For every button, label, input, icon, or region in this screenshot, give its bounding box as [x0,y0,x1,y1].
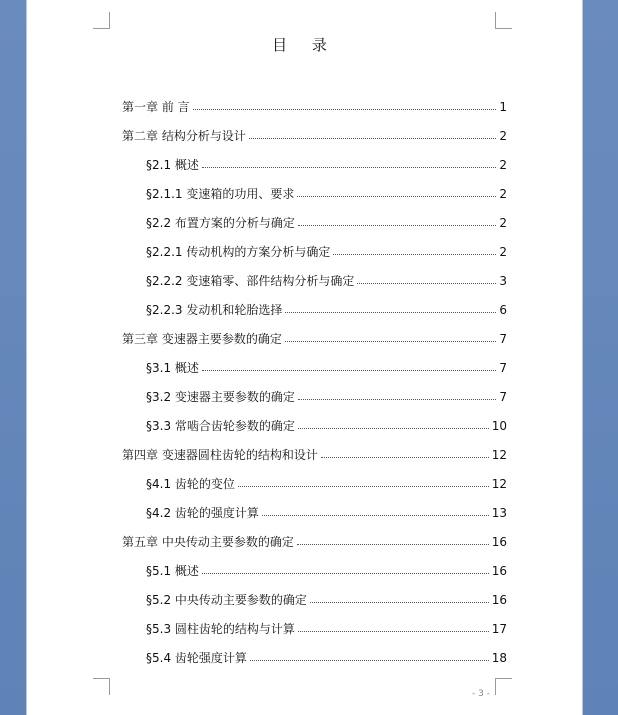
toc-entry-text: §4.2 齿轮的强度计算 [146,506,259,520]
toc-entry-text: §5.4 齿轮强度计算 [146,651,247,665]
toc-entry-text: 第三章 变速器主要参数的确定 [122,332,282,346]
margin-corner-bottom-right [495,678,512,695]
toc-entry[interactable] [122,353,507,382]
toc-entry-text: §2.2.2 变速箱零、部件结构分析与确定 [146,274,355,288]
toc-entry-page: 12 [491,476,507,491]
toc-entry-page: 6 [499,302,507,317]
margin-corner-bottom-left [93,678,110,695]
toc-entry-text: §4.1 齿轮的变位 [146,477,235,491]
toc-entry-page: 3 [499,273,507,288]
toc-entry-text: 第一章 前 言 [122,100,190,114]
toc-entry-text: §2.1 概述 [146,158,199,172]
toc-entry[interactable] [122,382,507,411]
toc-entry[interactable] [122,92,507,121]
toc-title: 目 录 [272,36,337,54]
toc-leader-dots [310,602,489,603]
toc-entry-text: §5.1 概述 [146,564,199,578]
toc-leader-dots [238,486,489,487]
toc-leader-dots [297,544,489,545]
toc-entry-text: §3.2 变速器主要参数的确定 [146,390,295,404]
toc-entry[interactable] [122,324,507,353]
toc-entry-text: §2.2 布置方案的分析与确定 [146,216,295,230]
toc-entry-page: 7 [499,360,507,375]
toc-leader-dots [298,631,489,632]
toc-leader-dots [357,283,496,284]
toc-leader-dots [193,109,496,110]
toc-entry[interactable] [122,121,507,150]
toc-leader-dots [298,225,496,226]
toc-leader-dots [202,167,496,168]
toc-entry[interactable] [122,585,507,614]
toc-entry[interactable] [122,643,507,672]
toc-entry-text: 第五章 中央传动主要参数的确定 [122,535,294,549]
toc-entry[interactable] [122,556,507,585]
document-page[interactable] [27,0,582,715]
toc-entry-page: 2 [499,186,507,201]
toc-entry-page: 10 [491,418,507,433]
toc-entry-page: 1 [499,99,507,114]
toc-entry[interactable] [122,150,507,179]
toc-leader-dots [298,428,489,429]
toc-entry[interactable] [122,469,507,498]
toc-leader-dots [202,370,496,371]
toc-entry-page: 12 [491,447,507,462]
toc-leader-dots [262,515,489,516]
toc-entry[interactable] [122,208,507,237]
toc-entry-text: §2.2.1 传动机构的方案分析与确定 [146,245,331,259]
toc-entry-text: 第四章 变速器圆柱齿轮的结构和设计 [122,448,318,462]
toc-entry-page: 13 [491,505,507,520]
toc-leader-dots [285,312,496,313]
toc-leader-dots [202,573,489,574]
toc-entry-page: 2 [499,157,507,172]
toc-leader-dots [333,254,496,255]
toc-entry[interactable] [122,237,507,266]
toc-entry-text: §2.1.1 变速箱的功用、要求 [146,187,295,201]
toc-entry[interactable] [122,179,507,208]
window-frame-left [0,0,27,715]
toc-entry-page: 16 [491,534,507,549]
page-number: - 3 - [472,689,490,699]
toc-entry-text: §5.2 中央传动主要参数的确定 [146,593,307,607]
table-of-contents [122,92,507,672]
toc-entry-page: 18 [491,650,507,665]
window-frame-right [582,0,618,715]
toc-leader-dots [249,138,496,139]
toc-entry[interactable] [122,266,507,295]
toc-entry-page: 7 [499,331,507,346]
toc-entry-page: 17 [491,621,507,636]
toc-entry[interactable] [122,498,507,527]
toc-entry-text: §3.3 常啮合齿轮参数的确定 [146,419,295,433]
toc-entry-page: 2 [499,244,507,259]
toc-entry-page: 2 [499,215,507,230]
toc-entry-text: §5.3 圆柱齿轮的结构与计算 [146,622,295,636]
toc-entry-text: §2.2.3 发动机和轮胎选择 [146,303,283,317]
toc-leader-dots [321,457,489,458]
toc-entry-page: 7 [499,389,507,404]
toc-entry-text: 第二章 结构分析与设计 [122,129,246,143]
toc-entry[interactable] [122,527,507,556]
toc-entry-page: 16 [491,563,507,578]
toc-leader-dots [298,399,496,400]
toc-leader-dots [297,196,496,197]
toc-entry-page: 2 [499,128,507,143]
toc-entry[interactable] [122,295,507,324]
toc-leader-dots [285,341,496,342]
margin-corner-top-right [495,12,512,29]
toc-entry-text: §3.1 概述 [146,361,199,375]
toc-entry[interactable] [122,614,507,643]
margin-corner-top-left [93,12,110,29]
toc-entry-page: 16 [491,592,507,607]
toc-entry[interactable] [122,440,507,469]
toc-leader-dots [250,660,489,661]
toc-entry[interactable] [122,411,507,440]
